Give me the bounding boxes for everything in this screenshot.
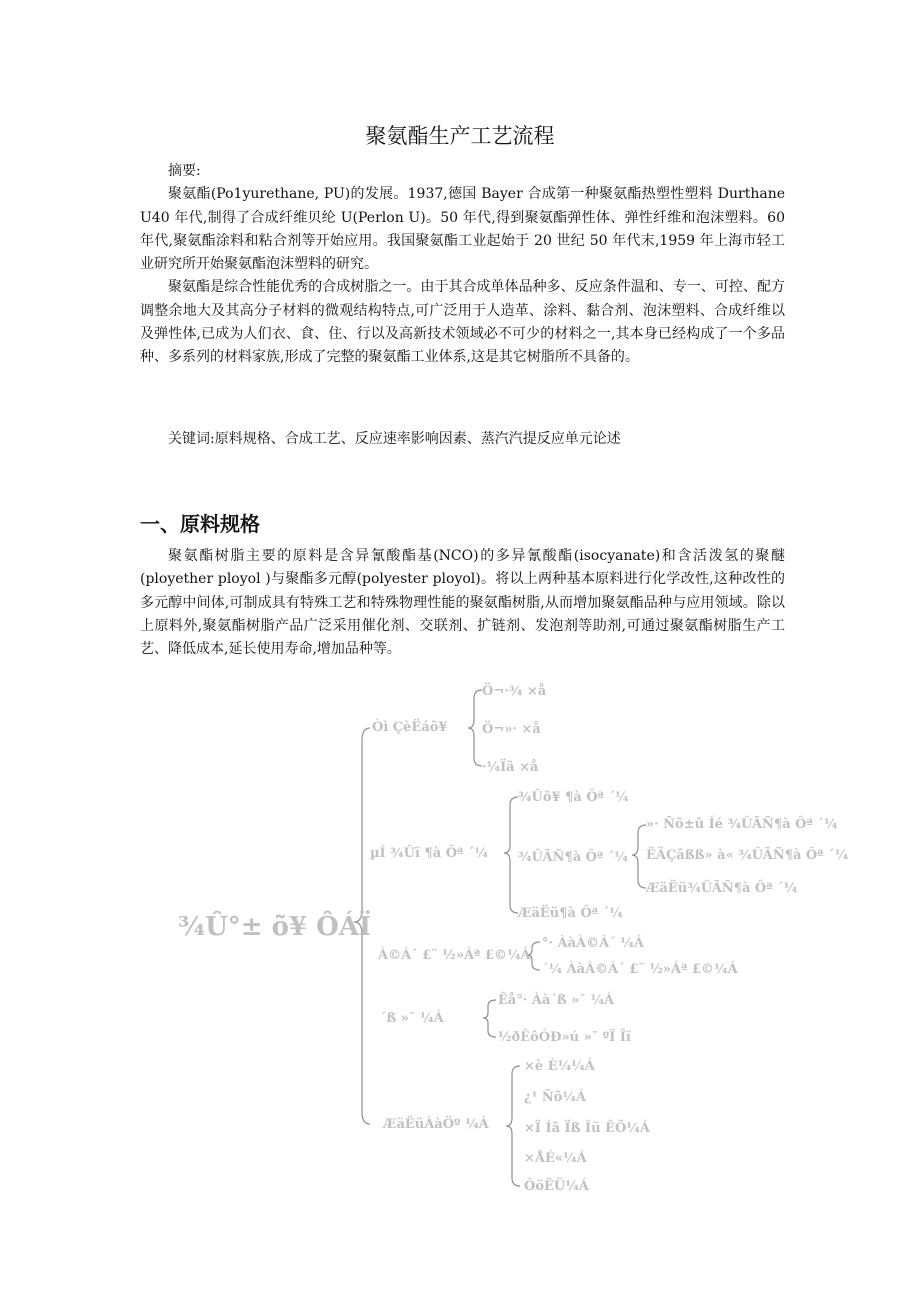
tree-b2-sub-item: »· Ñõ±û Íé ¾ÛÃÑ¶à Ôª ´¼: [646, 817, 838, 832]
tree-b2-sub-item: ËÄÇâßß» à« ¾ÛÃÑ¶à Ôª ´¼: [646, 848, 849, 863]
tree-b4-item: Êå°· Àà´ß »¯ ¼Á: [498, 993, 615, 1008]
tree-b3-item: °· ÀàÀ©Á´ ¼Á: [542, 936, 644, 951]
b2-sub-bracket: [632, 825, 646, 888]
b4-bracket: [483, 1000, 496, 1037]
tree-b1-item: ·¼Ïã ×å: [482, 760, 539, 775]
abstract-paragraph-1: 聚氨酯(Po1yurethane, PU)的发展。1937,德国 Bayer 合成第一种聚氨酯热塑性塑料 Durthane U40 年代,制得了合成纤维贝纶 U(Perlon U)。50 年代,得到聚氨酯弹性体、弹性纤维和泡沫塑料。60 年代,聚氨酯涂料和粘合剂等开始应用。我国聚氨酯工业起始于 20 世纪 50 年代末,1959 年上海市轻工业研究所开始聚氨酯泡沫塑料的研究。: [140, 186, 785, 273]
b5-bracket: [506, 1066, 520, 1186]
keywords-text: 关键词:原料规格、合成工艺、反应速率影响因素、蒸汽汽提反应单元论述: [168, 431, 621, 447]
tree-b5-item: ×ÅÉ«¼Á: [524, 1151, 587, 1166]
tree-b2-label: µÍ ¾Ûï ¶à Ôª ´¼: [370, 846, 488, 861]
tree-b1-item: Ö¬»· ×å: [482, 722, 541, 737]
tree-b4-item: ½ðÊôÓÐ»ú »¯ ºÏ Îï: [498, 1030, 631, 1045]
tree-b4-label: ´ß »¯ ¼Á: [380, 1011, 444, 1026]
abstract-paragraph-2: 聚氨酯是综合性能优秀的合成树脂之一。由于其合成单体品种多、反应条件温和、专一、可控、配方调整余地大及其高分子材料的微观结构特点,可广泛用于人造革、涂料、黏合剂、泡沫塑料、合成纤维以及弹性体,已成为人们衣、食、住、行以及高新技术领域必不可少的材料之一,其本身已经构成了一个多品种、多系列的材料家族,形成了完整的聚氨酯工业体系,这是其它树脂所不具备的。: [140, 279, 785, 366]
section-paragraph: 聚氨酯树脂主要的原料是含异氰酸酯基(NCO)的多异氰酸酯(isocyanate)和含活泼氢的聚醚(ployether ployol )与聚酯多元醇(polyester ployol)。将以上两种基本原料进行化学改性,这种改性的多元醇中间体,可制成具有特殊工艺和特殊物理性能的聚氨酯树脂,从而增加聚氨酯品种与应用领域。除以上原料外,聚氨酯树脂产品广泛采用催化剂、交联剂、扩链剂、发泡剂等助剂,可通过聚氨酯树脂生产工艺、降低成本,延长使用寿命,增加品种等。: [140, 548, 785, 658]
tree-b5-item: ¿¹ Ñõ¼Á: [524, 1090, 587, 1105]
tree-b2-item: ¾Ûõ¥ ¶à Ôª ´¼: [518, 790, 629, 805]
tree-b5-label: ÆäËüÀàÖº ¼Á: [383, 1117, 489, 1132]
tree-b3-label: À©Á´ £¨ ½»Áª £©¼Á: [378, 948, 531, 963]
b2-bracket: [504, 797, 518, 913]
document-title: 聚氨酯生产工艺流程: [365, 124, 555, 148]
tree-root: ¾Û°± õ¥ ÔÁÏ: [178, 912, 372, 942]
tree-b1-label: Òì ÇèËáõ¥: [372, 720, 448, 735]
tree-b2-item: ¾ÛÃÑ¶à Ôª ´¼: [518, 850, 628, 865]
tree-b2-sub-item: ÆäËü¾ÛÃÑ¶à Ôª ´¼: [646, 881, 798, 896]
tree-b5-item: ×è È¼¼Á: [524, 1059, 595, 1074]
tree-b5-item: ×Ï Íâ Ïß Îü ÊÕ¼Á: [524, 1121, 650, 1136]
b1-bracket: [468, 690, 482, 766]
tree-b5-item: ÔöËÜ¼Á: [524, 1179, 589, 1194]
section-heading: 一、原料规格: [140, 512, 260, 536]
tree-b3-item: ´¼ ÀàÀ©Á´ £¨ ½»Áª £©¼Á: [542, 962, 738, 977]
tree-b1-item: Ö¬·¾ ×å: [482, 684, 547, 699]
abstract-label: 摘要:: [168, 163, 201, 179]
tree-b2-item: ÆäËü¶à Ôª ´¼: [518, 906, 623, 921]
